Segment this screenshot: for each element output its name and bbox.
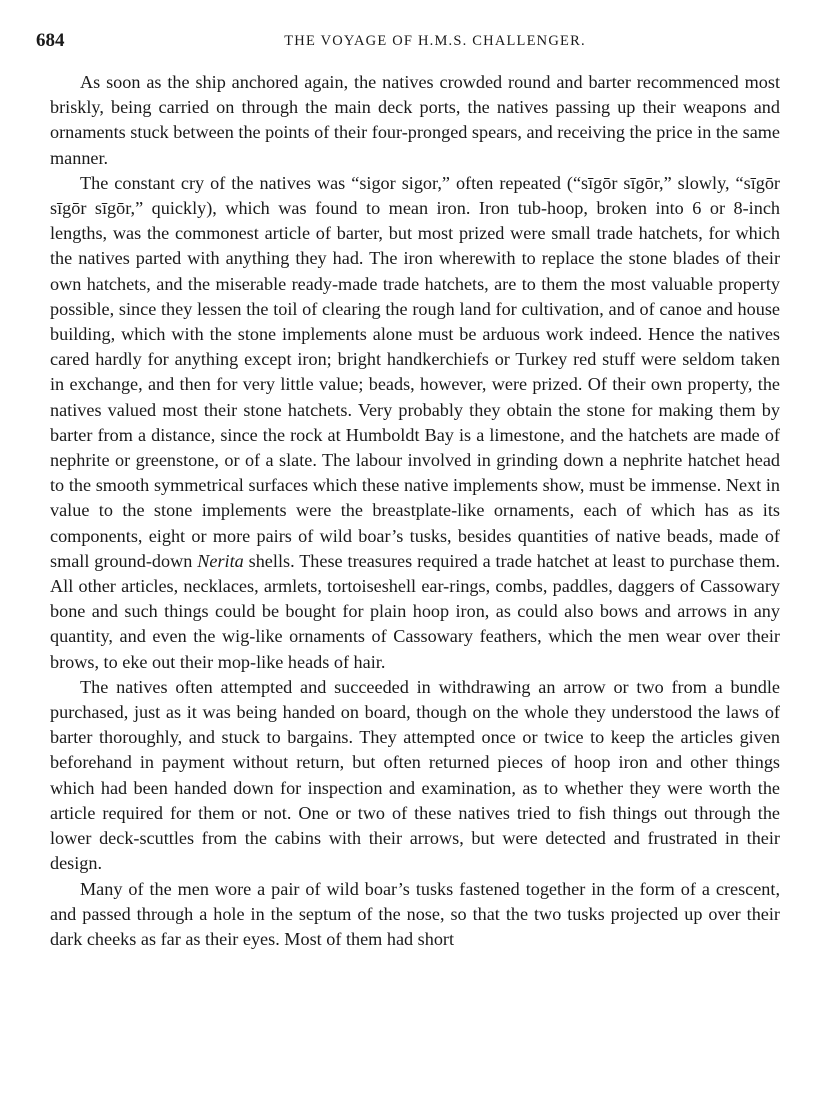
- paragraph-barter-resumes: As soon as the ship anchored again, the natives crowded round and barter recommenced most briskly, being carried on through the main deck ports, the natives passing up their weapons and ornaments stuck between the points of their four-pronged spears, and receiving the price in the same manner.: [50, 72, 780, 168]
- page-number: 684: [36, 30, 65, 51]
- nerita-italic: Nerita: [197, 550, 244, 571]
- book-page: [36, 30, 781, 952]
- paragraph-text: shells. These treasures required a trade hatchet at least to purchase them. All other articles, necklaces, armlets, tortoiseshell ear-rings, combs, paddles, daggers of Cassowary bone and such things could be bought for plain hoop iron, as could also bows and arrows in any quantity, and even the wig-like ornaments of Cassowary feathers, which the men wear over their brows, to eke out their mop-like heads of hair.: [50, 550, 781, 672]
- paragraph-arrow-withdrawal: The natives often attempted and succeeded in withdrawing an arrow or two from a bundle purchased, just as it was being handed on board, though on the whole they understood the laws of barter thoroughly, and stuck to bargains. They attempted once or twice to keep the articles given beforehand in payment without return, but often returned pieces of hoop iron and other things which had been handed down for inspection and examination, as to whether they were worth the article required for them or not. One or two of these natives tried to fish things out through the lower deck-scuttles from the cabins with their arrows, but were detected and frustrated in their design.: [50, 676, 780, 874]
- paragraph-boar-tusks: Many of the men wore a pair of wild boar’s tusks fastened together in the form of a crescent, and passed through a hole in the septum of the nose, so that the two tusks projected up over their dark cheeks as far as their eyes. Most of them had short: [50, 878, 780, 949]
- running-title: THE VOYAGE OF H.M.S. CHALLENGER.: [284, 33, 586, 49]
- paragraph-text: The constant cry of the natives was “sigor sigor,” often repeated (“sīgōr sīgōr,” slowly, “sīgōr sīgōr sīgōr,” quickly), which was found to mean iron. Iron tub-hoop, broken into 6 or 8-inch lengths, was the commonest article of barter, but most prized were small trade hatchets, for which the natives parted with anything they had. The iron wherewith to replace the stone blades of their own hatchets, and the miserable ready-made trade hatchets, are to them the most valuable property possible, since they lessen the toil of clearing the rough land for cultivation, and of canoe and house building, which with the stone implements alone must be arduous work indeed. Hence the natives cared hardly for anything except iron; bright handkerchiefs or Turkey red stuff were seldom taken in exchange, and then for very little value; beads, however, were prized. Of their own property, the natives valued most their stone hatchets. Very probably they obtain the stone for making them by barter from a distance, since the rock at Humboldt Bay is a limestone, and the hatchets are made of nephrite or greenstone, or of a slate. The labour involved in grinding down a nephrite hatchet head to the smooth symmetrical surfaces which these native implements show, must be immense. Next in value to the stone implements were the breastplate-like ornaments, each of which has as its components, eight or more pairs of wild boar’s tusks, besides quantities of native beads, made of small ground-down: [50, 172, 780, 571]
- paragraph-sigor-iron: [50, 171, 780, 675]
- running-head: [36, 30, 780, 56]
